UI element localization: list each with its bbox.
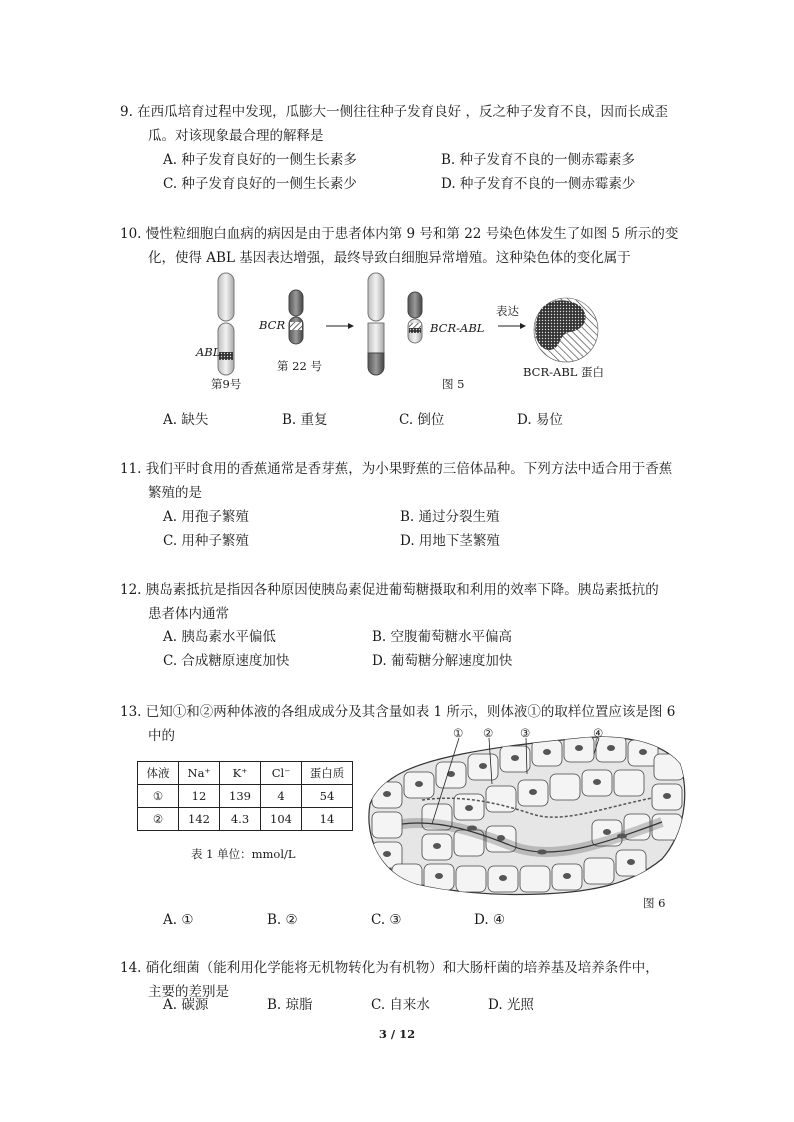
q13-line2: 中的 <box>148 728 175 744</box>
q14-option-a[interactable]: A. 碳源 <box>163 997 209 1013</box>
q10-line1: 10. 慢性粒细胞白血病的病因是由于患者体内第 9 号和第 22 号染色体发生了如图 5 所示的变 <box>120 226 679 242</box>
bcr-abl-protein-icon <box>534 298 598 362</box>
table-header: Cl⁻ <box>261 762 302 785</box>
figure-6-marker-1: ① <box>453 726 464 740</box>
philadelphia-chromosome <box>408 292 422 343</box>
q9-line2: 瓜。对该现象最合理的解释是 <box>148 128 324 144</box>
table-cell: 104 <box>261 808 302 831</box>
q12-option-a[interactable]: A. 胰岛素水平偏低 <box>163 629 276 645</box>
figure-5-caption: 图 5 <box>442 377 465 391</box>
q12-option-c[interactable]: C. 合成糖原速度加快 <box>163 653 290 669</box>
q11-option-a[interactable]: A. 用孢子繁殖 <box>163 509 249 525</box>
arrow-icon <box>326 323 354 329</box>
question-10-stem <box>120 222 680 270</box>
q10-option-a[interactable]: A. 缺失 <box>163 412 209 428</box>
table-1 <box>137 761 353 831</box>
chromosome-9 <box>218 273 234 375</box>
q10-line2: 化，使得 ABL 基因表达增强，最终导致白细胞异常增殖。这种染色体的变化属于 <box>148 250 631 266</box>
q13-option-d[interactable]: D. ④ <box>474 912 506 928</box>
table-cell: 4.3 <box>220 808 261 831</box>
question-9-stem <box>120 100 680 148</box>
q13-option-b[interactable]: B. ② <box>267 912 298 928</box>
table-header: Na⁺ <box>179 762 220 785</box>
table-1-caption: 表 1 单位：mmol/L <box>191 847 296 861</box>
table-cell: 142 <box>179 808 220 831</box>
arrow-icon <box>498 323 526 329</box>
figure-6-marker-4: ④ <box>593 726 604 740</box>
table-cell: 12 <box>179 785 220 808</box>
table-cell: 54 <box>302 785 353 808</box>
figure-6-marker-3: ③ <box>520 726 531 740</box>
label-express: 表达 <box>496 304 519 318</box>
q13-option-c[interactable]: C. ③ <box>371 912 402 928</box>
label-bcr-abl-gene: BCR-ABL <box>430 321 485 335</box>
q14-line1: 14. 硝化细菌（能利用化学能将无机物转化为有机物）和大肠杆菌的培养基及培养条件中， <box>120 960 659 976</box>
q13-option-a[interactable]: A. ① <box>163 912 194 928</box>
table-cell: ① <box>138 785 179 808</box>
q12-line1: 12. 胰岛素抵抗是指因各种原因使胰岛素促进葡萄糖摄取和利用的效率下降。胰岛素抵抗的 <box>120 582 659 598</box>
q12-line2: 患者体内通常 <box>148 606 229 622</box>
q9-option-c[interactable]: C. 种子发育良好的一侧生长素少 <box>163 176 357 192</box>
q12-option-d[interactable]: D. 葡萄糖分解速度加快 <box>372 653 513 669</box>
label-bcr-abl-protein: BCR-ABL 蛋白 <box>523 365 605 379</box>
q11-line1: 11. 我们平时食用的香蕉通常是香芽蕉，为小果野蕉的三倍体品种。下列方法中适合用于香蕉 <box>120 461 673 477</box>
label-abl: ABL <box>196 345 221 359</box>
q9-option-d[interactable]: D. 种子发育不良的一侧赤霉素少 <box>441 176 636 192</box>
derivative-chromosome-9 <box>368 273 384 375</box>
table-cell: 4 <box>261 785 302 808</box>
q11-line2: 繁殖的是 <box>148 485 202 501</box>
q10-option-b[interactable]: B. 重复 <box>282 412 328 428</box>
table-row <box>138 808 353 831</box>
q10-option-d[interactable]: D. 易位 <box>517 412 563 428</box>
question-11-stem <box>120 457 680 505</box>
table-cell: 139 <box>220 785 261 808</box>
q11-option-d[interactable]: D. 用地下茎繁殖 <box>400 533 500 549</box>
q14-option-d[interactable]: D. 光照 <box>488 997 534 1013</box>
q14-line2: 主要的差别是 <box>148 984 229 1000</box>
chromosome-22 <box>289 290 303 344</box>
q14-option-b[interactable]: B. 琼脂 <box>267 997 313 1013</box>
q14-option-c[interactable]: C. 自来水 <box>371 997 430 1013</box>
table-cell: 14 <box>302 808 353 831</box>
page-number: 3 / 12 <box>378 1027 416 1041</box>
q9-line1: 9. 在西瓜培育过程中发现，瓜膨大一侧往往种子发育良好 ，反之种子发育不良，因而长成歪 <box>120 104 668 120</box>
table-header: 体液 <box>138 762 179 785</box>
q11-option-b[interactable]: B. 通过分裂生殖 <box>400 509 500 525</box>
q9-option-b[interactable]: B. 种子发育不良的一侧赤霉素多 <box>441 152 636 168</box>
label-bcr: BCR <box>259 318 286 332</box>
figure-6-marker-2: ② <box>483 726 494 740</box>
table-header: K⁺ <box>220 762 261 785</box>
table-cell: ② <box>138 808 179 831</box>
label-chromosome-22: 第 22 号 <box>277 359 322 373</box>
label-chromosome-9: 第9号 <box>211 377 242 391</box>
question-12-stem <box>120 578 680 626</box>
q12-option-b[interactable]: B. 空腹葡萄糖水平偏高 <box>372 629 513 645</box>
q13-line1: 13. 已知①和②两种体液的各组成成分及其含量如表 1 所示，则体液①的取样位置应该是图 6 <box>120 704 676 720</box>
table-header: 蛋白质 <box>302 762 353 785</box>
figure-6-caption: 图 6 <box>643 896 666 910</box>
table-row <box>138 785 353 808</box>
figure-6-tissue-diagram <box>362 724 692 914</box>
q10-option-c[interactable]: C. 倒位 <box>399 412 445 428</box>
q11-option-c[interactable]: C. 用种子繁殖 <box>163 533 249 549</box>
table-header-row <box>138 762 353 785</box>
q9-option-a[interactable]: A. 种子发育良好的一侧生长素多 <box>163 152 357 168</box>
